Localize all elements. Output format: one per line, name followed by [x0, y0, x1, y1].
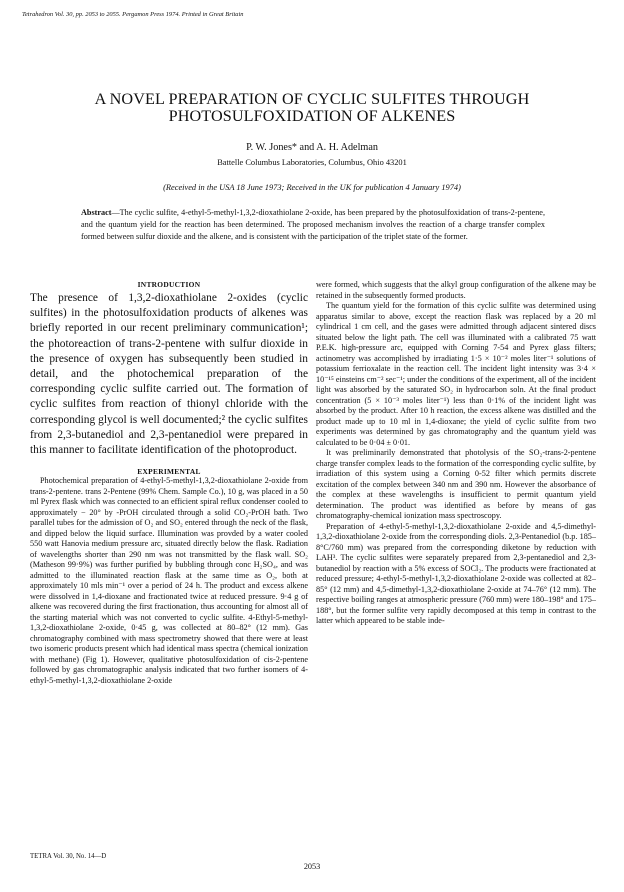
abstract-text: —The cyclic sulfite, 4-ethyl-5-methyl-1,3,2-dioxathiolane 2-oxide, has been prepared by the photosulfoxidation of trans-2-pentene, and the quantum yield for the reaction has been determined. The proposed mechanism involves the reaction of a charge transfer complex formed between sulfur dioxide and the alkene, and is consistent with the participation of the triplet state of the former.: [81, 208, 545, 241]
title-line-1: A NOVEL PREPARATION OF CYCLIC SULFITES THROUGH: [94, 90, 530, 108]
right-paragraph-3: It was preliminarily demonstrated that photolysis of the SO₂-trans-2-pentene charge transfer complex leads to the formation of the corresponding cyclic sulfite, by irradiation of this system using a Corning 0-52 filter which permits discrete excitation of the complex between 340 nm and 390 nm. However the absorbance of the complex at these wavelengths is insufficient to permit quantum yield determination. The product was identified as before by means of gas chromatography-chemical ionization mass spectroscopy.: [316, 448, 596, 520]
title-line-2: PHOTOSULFOXIDATION OF ALKENES: [168, 107, 456, 125]
experimental-heading: EXPERIMENTAL: [137, 467, 201, 477]
received-dates: (Received in the USA 18 June 1973; Received in the UK for publication 4 January 1974): [163, 183, 461, 192]
abstract: [81, 207, 545, 243]
affiliation: Battelle Columbus Laboratories, Columbus, Ohio 43201: [217, 158, 407, 167]
left-column: [30, 280, 308, 686]
right-paragraph-1: were formed, which suggests that the alkyl group configuration of the alkene may be retained in the subsequently formed products.: [316, 280, 596, 300]
right-paragraph-4: Preparation of 4-ethyl-5-methyl-1,3,2-dioxathiolane 2-oxide and 4,5-dimethyl-1,3,2-dioxathiolane 2-oxide from the corresponding diols. 2,3-Pentanediol (b.p. 185–8°C/760 mm) was prepared from the corresponding diketone by reduction with LAH³. The cyclic sulfites were separately prepared from 2,3-pentanediol and 2,3-butanediol by reaction with a 5% excess of SOCl₂. The products were fractionated at reduced pressure; 4-ethyl-5-methyl-1,3,2-dioxathiolane 2-oxide was collected at 82–85° (12 mm) and 4,5-dimethyl-1,3,2-dioxathiolane 2-oxide at 74–76° (12 mm). The respective boiling ranges at atmospheric pressure (760 mm) were 180–198° and 175–188°, but the former sulfite very rapidly decomposed at this temp in contrast to the latter which appeared to be stable inde-: [316, 521, 596, 625]
introduction-paragraph: The presence of 1,3,2-dioxathiolane 2-oxides (cyclic sulfites) in the photosulfoxidation products of alkenes was briefly reported in our recent preliminary communication¹; the photoreaction of trans-2-pentene with sulfur dioxide in the presence of oxygen has subsequently been studied in detail, and the photochemical preparation of the corresponding cyclic sulfite carried out. The formation of cyclic sulfites from reaction of thionyl chloride with the corresponding glycol is well documented;² the cyclic sulfites from 2,3-butanediol and 2,3-pentanediol were prepared in this manner to facilitate identification of the photoproduct.: [30, 292, 308, 457]
footer-journal-code: TETRA Vol. 30, No. 14—D: [30, 853, 107, 860]
right-column: [316, 280, 596, 627]
article-title: [0, 91, 624, 125]
right-paragraph-2: The quantum yield for the formation of this cyclic sulfite was determined using apparatus similar to above, except the reaction flask was replaced by a 20 ml cylindrical 1 cm cell, and the gases were admitted through adjacent sintered discs situated below the light path. The cell was illuminated with a calibrated 75 watt P.E.K. high-pressure arc, equipped with Corning 7-54 and Pyrex glass filters; actinometry was accomplished by irradiating 1·5 × 10⁻² moles liter⁻¹ solutions of potassium ferrioxalate in the reaction cell. The incident light intensity was 3·4 × 10⁻¹⁵ einsteins cm⁻² sec⁻¹; under the conditions of the experiment, all of the incident light was absorbed by the saturated SO₂ in hydrocarbon soln. At the final product concentration (5 × 10⁻³ moles liter⁻¹) less than 0·1% of the incident light was absorbed by the product. After 10 h reaction, the excess alkene was distilled and the product made up to 10 ml in 1,4-dioxane; the yield of cyclic sulfite from two experiments was determined by gas chromatography and the quantum yield was calculated to be 0·04 ± 0·01.: [316, 301, 596, 447]
page-number: 2053: [303, 862, 321, 871]
introduction-heading: INTRODUCTION: [137, 280, 201, 289]
journal-citation-line: Tetrahedron Vol. 30, pp. 2053 to 2055. Pergamon Press 1974. Printed in Great Britain: [22, 11, 244, 18]
abstract-label: Abstract: [81, 208, 112, 217]
experimental-paragraph: Photochemical preparation of 4-ethyl-5-methyl-1,3,2-dioxathiolane 2-oxide from trans-2-pentene. trans 2-Pentene (99% Chem. Sample Co.), 10 g, was placed in a 50 ml Pyrex flask which was connected to an efficient spiral reflux condenser cooled to approximately − 20° by -PrOH circulated through a solid CO₂-PrOH bath. Two parallel tubes for the admission of O₂ and SO₂ entered through the neck of the flask, and dipped below the liquid surface. Illumination was provded by a water cooled 550 watt Hanovia medium pressure arc, situated directly below the flask. Radiation of wavelengths shorter than 290 nm was not transmitted by the flask wall. SO₂ (Matheson 99·9%) was further purified by bubbling through conc H₂SO₄, and was admitted to the illuminated reaction flask at the same time as O₂, both at approximately 10 mls min⁻¹ over a period of 24 h. The product and excess alkene were dissolved in 1,4-dioxane and fractionated twice at reduced pressure. 9·4 g of alkene was recovered during the first fractionation, thus accounting for almost all of the starting material which was not converted to cyclic sulfite. 4-Ethyl-5-methyl-1,3,2-dioxathiolane 2-oxide, 0·45 g, was collected at 80–82° (12 mm). Gas chromatography combined with mass spectrometry showed that there were at least two isomeric products present which had identical mass spectra (chemical ionization with methane) (Fig 1). However, qualitative photosulfoxidation of cis-2-pentene followed by gas chromatographic analysis indicated that two further isomers of 4-ethyl-5-methyl-1,3,2-dioxathiolane 2-oxide: [30, 476, 308, 685]
authors: P. W. Jones* and A. H. Adelman: [246, 142, 378, 153]
